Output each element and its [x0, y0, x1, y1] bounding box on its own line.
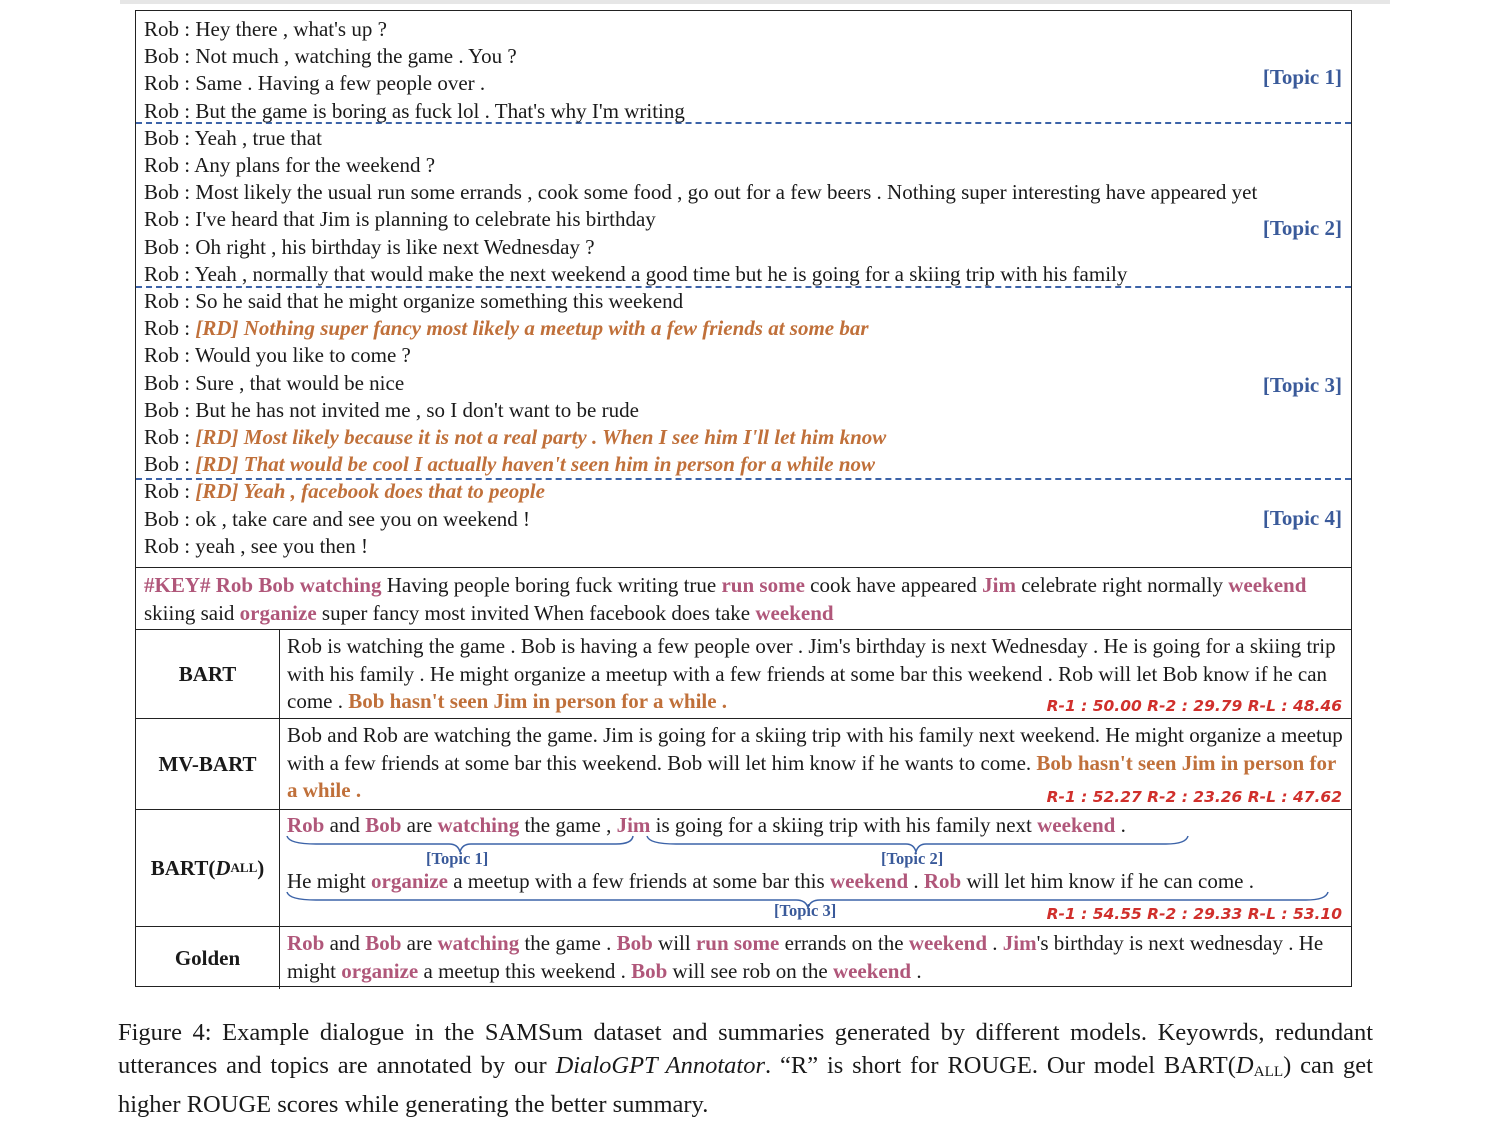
keyword: weekend	[832, 958, 912, 983]
dialogue-line	[144, 125, 322, 152]
keyword: Bob	[365, 931, 402, 955]
dialogue-section	[136, 11, 1351, 568]
keyword: Bob	[631, 958, 668, 983]
keyword: organize	[239, 600, 317, 625]
rouge-score: R-1 : 54.55 R-2 : 29.33 R-L : 53.10	[1046, 905, 1342, 923]
caption-annotator: DialoGPT Annotator	[555, 1052, 765, 1079]
speaker-separator: :	[179, 180, 196, 205]
text-segment: super fancy most invited When facebook does take	[316, 600, 756, 625]
utterance: But he has not invited me , so I don't want to be rude	[195, 397, 639, 422]
speaker-separator: :	[179, 71, 196, 96]
speaker-separator: :	[179, 370, 196, 395]
speaker-separator: :	[179, 397, 196, 422]
model-label: Golden	[136, 927, 280, 989]
dialogue-line	[144, 342, 411, 369]
brace-topic-label: [Topic 2]	[881, 849, 944, 868]
text-segment: the game .	[519, 931, 617, 955]
dialogue-line	[144, 261, 1127, 288]
label-sub: ALL	[230, 860, 258, 875]
rouge-score: R-1 : 52.27 R-2 : 23.26 R-L : 47.62	[1046, 788, 1342, 806]
dialogue-line	[144, 179, 1257, 206]
keyword: Rob	[287, 931, 325, 955]
bart-dall-row	[136, 810, 1351, 927]
text-segment: He might	[287, 869, 371, 893]
text-segment: Having people boring fuck writing true	[381, 573, 722, 597]
speaker: Bob	[144, 397, 180, 422]
keyword: weekend	[829, 869, 909, 893]
page-top-rule	[120, 0, 1390, 4]
caption-text: Figure 4: Example dialogue in the SAMSum dataset and summaries generated by different models. Keyowrds, redundant utterances and topics are annotated by our	[118, 1019, 1373, 1079]
redundant-utterance: [RD] That would be cool I actually haven't seen him in person for a while now	[195, 452, 875, 477]
dialogue-line	[144, 43, 517, 70]
speaker-separator: :	[179, 44, 196, 69]
utterance: ok , take care and see you on weekend !	[195, 506, 531, 531]
caption-sub: ALL	[1253, 1063, 1284, 1081]
speaker-separator: :	[179, 343, 195, 368]
text-segment: .	[908, 869, 924, 893]
keyword: Bob	[365, 813, 402, 837]
topic-label: [Topic 1]	[1262, 65, 1342, 89]
speaker-separator: :	[179, 153, 195, 177]
golden-summary	[287, 930, 1343, 985]
keyword: Jim	[616, 813, 651, 837]
speaker-separator: :	[179, 234, 196, 259]
bart-row	[136, 630, 1351, 719]
redundant-utterance: [RD] Most likely because it is not a real party . When I see him I'll let him know	[195, 425, 887, 449]
speaker: Bob	[144, 125, 180, 150]
dialogue-line	[144, 16, 387, 43]
rouge-score: R-1 : 50.00 R-2 : 29.79 R-L : 48.46	[1046, 697, 1342, 715]
speaker: Bob	[144, 506, 180, 531]
keyword: Bob	[616, 931, 653, 955]
utterance: Not much , watching the game . You ?	[195, 44, 517, 69]
speaker: Rob	[144, 316, 180, 341]
speaker-separator: :	[179, 479, 196, 504]
dialogue-line	[144, 451, 875, 478]
text-segment: will let him know if he can come .	[961, 869, 1254, 893]
utterance: But the game is boring as fuck lol . That's why I'm writing	[195, 98, 685, 123]
speaker-separator: :	[179, 452, 196, 477]
utterance: Any plans for the weekend ?	[194, 153, 436, 177]
speaker: Rob	[144, 425, 180, 449]
speaker: Rob	[144, 98, 180, 123]
mvbart-row	[136, 719, 1351, 810]
dialogue-line	[144, 478, 545, 505]
speaker: Bob	[144, 180, 180, 205]
utterance: Sure , that would be nice	[195, 370, 405, 395]
text-segment: .	[911, 958, 922, 983]
keyword: weekend	[908, 931, 988, 955]
text-segment: is going for a skiing trip with his family next	[650, 813, 1038, 837]
speaker-separator: :	[179, 17, 196, 41]
utterance: Oh right , his birthday is like next Wednesday ?	[195, 234, 595, 259]
keyword: Jim	[982, 573, 1016, 597]
keyword: watching	[437, 813, 520, 837]
speaker: Bob	[144, 452, 180, 477]
dialogue-line	[144, 206, 656, 233]
redundant-highlight: Bob hasn't seen Jim in person for a while .	[287, 750, 1336, 802]
summary-text: Rob is watching the game . Bob is having a few people over . Jim's birthday is next Wednesday . He is going for a skiing trip with his family . He might organize a meetup with a few friends at some bar this weekend . Rob will let Bob know if he can come .	[287, 634, 1336, 713]
text-segment: will see rob on the	[667, 958, 833, 983]
topic-label: [Topic 4]	[1262, 506, 1342, 530]
redundant-utterance: [RD] Yeah , facebook does that to people	[195, 479, 545, 504]
model-label: MV-BART	[136, 719, 280, 809]
utterance: Same . Having a few people over .	[195, 71, 486, 96]
keyword: run some	[721, 573, 805, 597]
speaker: Rob	[144, 343, 180, 368]
keyword: watching	[437, 931, 520, 955]
text-segment: and	[324, 931, 366, 955]
utterance: Yeah , normally that would make the next weekend a good time but he is going for a skiing trip with his family	[194, 261, 1128, 286]
text-segment: 's birthday is next wednesday . He might	[287, 931, 1324, 983]
speaker-separator: :	[179, 98, 196, 123]
speaker: Rob	[144, 71, 180, 96]
keyword: Rob	[923, 869, 962, 893]
dialogue-line	[144, 370, 404, 397]
speaker: Bob	[144, 370, 180, 395]
keyword: weekend	[755, 600, 834, 625]
text-segment: cook have appeared	[804, 573, 983, 597]
speaker-separator: :	[179, 506, 196, 531]
dialogue-line	[144, 315, 869, 342]
utterance: Yeah , true that	[194, 125, 322, 150]
text-segment: and	[324, 813, 366, 837]
redundant-highlight: Bob hasn't seen Jim in person for a while .	[348, 689, 728, 713]
speaker: Rob	[144, 207, 180, 232]
keyword: Jim	[1002, 931, 1037, 955]
brace-topic-label: [Topic 3]	[774, 901, 837, 920]
brace-topic-label: [Topic 1]	[426, 849, 489, 868]
speaker: Rob	[144, 289, 180, 313]
text-segment: celebrate right normally	[1015, 573, 1229, 597]
label-main: BART(	[150, 855, 216, 880]
text-segment: a meetup with a few friends at some bar this	[447, 869, 830, 893]
dialogue-line	[144, 70, 485, 97]
keyword: weekend	[1037, 813, 1116, 837]
keyword: weekend	[1228, 573, 1307, 597]
caption-text: ) can get higher ROUGE scores while generating the better summary.	[118, 1052, 1373, 1119]
keyword: organize	[341, 958, 419, 983]
utterance: yeah , see you then !	[195, 533, 368, 558]
utterance: Would you like to come ?	[194, 343, 411, 368]
text-segment: .	[987, 931, 1003, 955]
summary-text: Bob and Rob are watching the game. Jim is going for a skiing trip with his family next weekend. He might organize a meetup with a few friends at some bar this weekend. Bob will let him know if he wants to come.	[287, 723, 1343, 775]
keyword: Rob	[287, 813, 325, 837]
speaker-separator: :	[179, 316, 196, 341]
speaker-separator: :	[179, 425, 196, 449]
utterance: Most likely the usual run some errands , cook some food , go out for a few beers . Nothing super interesting have appeared yet	[195, 180, 1258, 205]
dialogue-line	[144, 152, 435, 179]
speaker: Rob	[144, 533, 180, 558]
caption-text: . “R” is short for ROUGE. Our model BART(	[765, 1052, 1236, 1079]
text-segment: .	[1115, 813, 1126, 837]
utterance: Hey there , what's up ?	[195, 17, 387, 41]
label-close: )	[257, 855, 265, 880]
text-segment: are	[401, 931, 438, 955]
caption-d: D	[1235, 1052, 1254, 1079]
redundant-utterance: [RD] Nothing super fancy most likely a meetup with a few friends at some bar	[195, 316, 869, 341]
text-segment: will	[652, 931, 696, 955]
speaker-separator: :	[179, 289, 196, 313]
text-segment: a meetup this weekend .	[418, 958, 632, 983]
text-segment: the game ,	[519, 813, 617, 837]
keyword: run some	[695, 931, 780, 955]
figure-table	[135, 10, 1352, 987]
text-segment: skiing said	[144, 600, 240, 625]
label-d: D	[215, 855, 231, 880]
dialogue-line	[144, 533, 368, 560]
speaker: Bob	[144, 234, 180, 259]
golden-row	[136, 927, 1351, 989]
speaker: Bob	[144, 44, 180, 69]
speaker: Rob	[144, 261, 180, 286]
keyword: #KEY# Rob Bob watching	[144, 573, 382, 597]
figure-caption	[118, 1016, 1373, 1121]
dialogue-line	[144, 424, 886, 451]
speaker: Rob	[144, 479, 180, 504]
keyword: organize	[371, 869, 448, 893]
text-segment: are	[401, 813, 438, 837]
utterance: I've heard that Jim is planning to celebrate his birthday	[195, 207, 656, 232]
speaker-separator: :	[179, 533, 196, 558]
topic-label: [Topic 3]	[1262, 373, 1342, 397]
dialogue-line	[144, 506, 530, 533]
speaker: Rob	[144, 153, 180, 177]
dialogue-line	[144, 397, 639, 424]
dialogue-line	[144, 234, 595, 261]
speaker-separator: :	[179, 125, 195, 150]
speaker-separator: :	[179, 207, 196, 232]
dialogue-line	[144, 98, 685, 125]
keywords-row	[136, 568, 1351, 630]
dialogue-line	[144, 288, 683, 315]
speaker: Rob	[144, 17, 180, 41]
text-segment: errands on the	[779, 931, 909, 955]
topic-label: [Topic 2]	[1262, 216, 1342, 240]
speaker-separator: :	[179, 261, 195, 286]
model-label: BART	[136, 630, 280, 718]
utterance: So he said that he might organize something this weekend	[195, 289, 684, 313]
